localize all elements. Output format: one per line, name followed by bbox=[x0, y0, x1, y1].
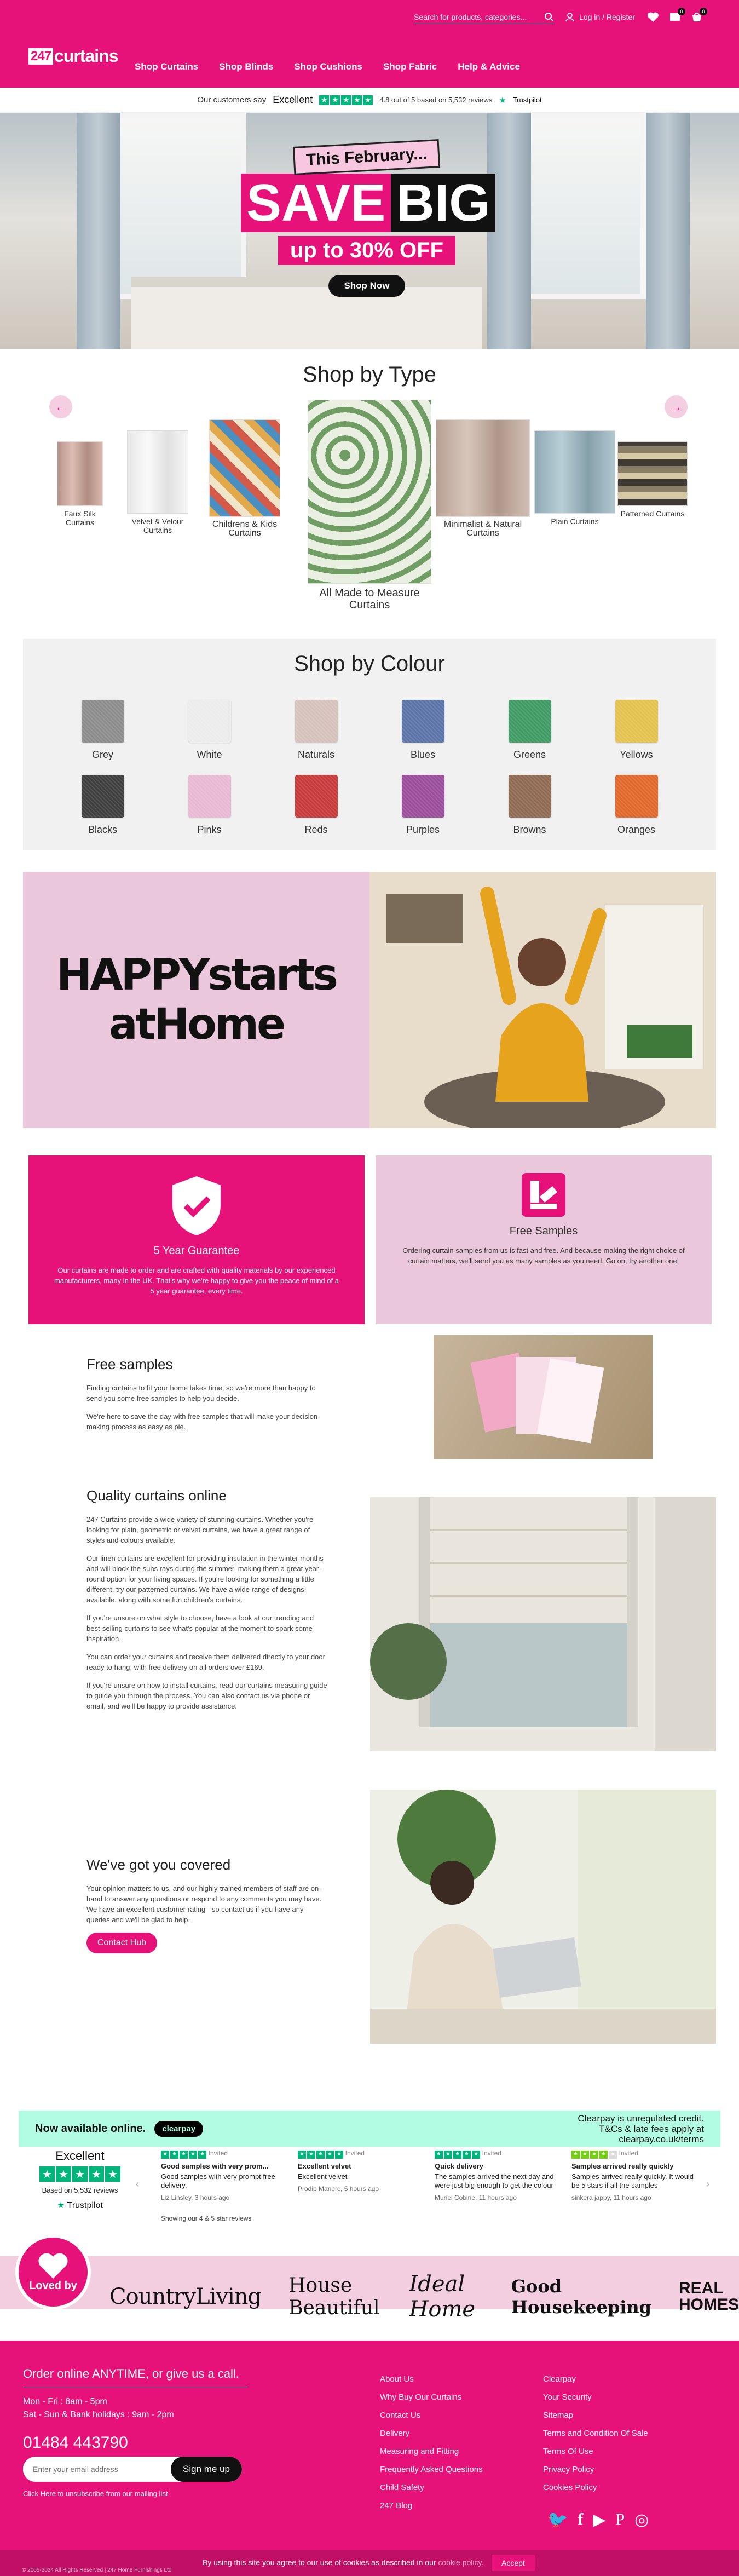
colour-swatch-label: Purples bbox=[406, 824, 440, 835]
free-samples-section bbox=[86, 1356, 327, 1440]
review-stars: ★ ★ ★ ★ ★ bbox=[298, 2150, 343, 2159]
woman-laptop-illustration bbox=[370, 1790, 716, 2044]
unsubscribe-link[interactable]: Click Here to unsubscribe from our mailing list bbox=[23, 2489, 168, 2498]
press-real-homes: REAL HOMES bbox=[679, 2279, 739, 2314]
happy-line-2: atHome bbox=[109, 1000, 284, 1049]
account-link[interactable] bbox=[565, 12, 635, 22]
free-samples-p2: We're here to save the day with free samples that will make your decision-making process as easy as pie. bbox=[86, 1412, 320, 1431]
colour-swatch-blacks[interactable] bbox=[49, 775, 156, 836]
reviews-brand-label: Trustpilot bbox=[67, 2201, 103, 2210]
type-image bbox=[57, 441, 103, 506]
quality-p3: If you're unsure on what style to choose, have a look at our trending and best-selling curtains to see what's popular at the moment to spark some inspiration. bbox=[86, 1614, 314, 1643]
clearpay-label: Now available online. bbox=[35, 2122, 146, 2135]
review-title: Excellent velvet bbox=[298, 2161, 351, 2170]
review-header bbox=[161, 2149, 285, 2159]
free-samples-box bbox=[376, 1155, 712, 1324]
shop-by-colour-section bbox=[23, 639, 716, 850]
review-meta: sinkera jappy, 11 hours ago bbox=[571, 2193, 651, 2201]
colour-swatch-browns[interactable] bbox=[476, 775, 583, 836]
trustpilot-reviews bbox=[19, 2147, 720, 2229]
quality-p4: You can order your curtains and receive them delivered directly to your door ready to hang, with free delivery on all orders over £169. bbox=[86, 1653, 325, 1671]
type-carousel bbox=[53, 400, 688, 619]
colour-swatch-image bbox=[509, 700, 551, 743]
colour-swatch-greens[interactable] bbox=[476, 700, 583, 761]
review-meta: Muriel Cobine, 11 hours ago bbox=[435, 2193, 517, 2201]
user-icon bbox=[565, 12, 575, 22]
colour-swatch-image bbox=[615, 775, 658, 818]
type-image bbox=[127, 430, 188, 514]
colour-swatch-image bbox=[509, 775, 551, 818]
happy-text-panel bbox=[23, 872, 370, 1128]
footer-link-privacy[interactable]: Privacy Policy bbox=[543, 2465, 594, 2474]
footer-phone[interactable]: 01484 443790 bbox=[23, 2434, 128, 2452]
type-card-faux-silk[interactable] bbox=[57, 441, 103, 527]
footer-link-about[interactable]: About Us bbox=[380, 2374, 414, 2384]
site-footer bbox=[0, 2341, 739, 2550]
colour-swatch-label: Grey bbox=[91, 749, 113, 760]
hero-window-right bbox=[526, 113, 646, 299]
clearpay-left bbox=[35, 2121, 203, 2137]
clearpay-note-2: T&Cs & late fees apply at bbox=[599, 2123, 704, 2134]
reviews-prev-icon[interactable]: ‹ bbox=[136, 2178, 139, 2189]
trustpilot-star-icon: ★ bbox=[499, 95, 506, 105]
footer-hours-weekend: Sat - Sun & Bank holidays : 9am - 2pm bbox=[23, 2410, 174, 2419]
contact-hub-button[interactable]: Contact Hub bbox=[86, 1933, 157, 1953]
colour-swatch-label: Naturals bbox=[297, 749, 335, 760]
logo-text: curtains bbox=[54, 46, 118, 66]
cookie-bar bbox=[0, 2550, 739, 2576]
review-card[interactable] bbox=[571, 2149, 695, 2202]
reviews-next-icon[interactable]: › bbox=[706, 2178, 709, 2189]
samples-icon[interactable] bbox=[668, 10, 682, 24]
hero-curtain-3 bbox=[646, 113, 690, 349]
colour-swatch-image bbox=[402, 700, 444, 743]
samples-photo bbox=[434, 1335, 653, 1459]
nav-shop-fabric[interactable]: Shop Fabric bbox=[383, 61, 437, 72]
loved-by-badge bbox=[15, 2234, 91, 2310]
colour-swatch-image bbox=[295, 775, 338, 818]
hero-shop-now-button[interactable]: Shop Now bbox=[328, 275, 405, 297]
footer-link-terms-sale[interactable]: Terms and Condition Of Sale bbox=[543, 2429, 648, 2438]
review-card[interactable] bbox=[435, 2149, 558, 2202]
review-title: Good samples with very prom... bbox=[161, 2161, 269, 2170]
hero-promo bbox=[241, 143, 493, 297]
header-icons bbox=[646, 10, 704, 24]
clearpay-logo: clearpay bbox=[154, 2121, 203, 2137]
colour-swatch-label: Blacks bbox=[88, 824, 117, 835]
type-image bbox=[534, 430, 615, 514]
instagram-icon[interactable]: ◎ bbox=[634, 2511, 649, 2529]
samples-count-badge: 0 bbox=[678, 8, 685, 15]
type-card-childrens[interactable] bbox=[209, 419, 280, 538]
cookie-policy-link[interactable]: cookie policy. bbox=[438, 2558, 484, 2567]
guarantee-title: 5 Year Guarantee bbox=[153, 1245, 240, 1257]
hero-big: BIG bbox=[391, 174, 495, 232]
colour-swatch-label: Yellows bbox=[620, 749, 653, 760]
trust-brand: Trustpilot bbox=[512, 96, 542, 104]
top-utility-bar bbox=[414, 10, 704, 24]
free-samples-heading: Free samples bbox=[86, 1356, 173, 1372]
covered-section bbox=[86, 1856, 327, 1953]
footer-link-measuring[interactable]: Measuring and Fitting bbox=[380, 2447, 459, 2456]
guarantee-text: Our curtains are made to order and are crafted with quality materials by our experienced manufacturers, many in the UK. That's why we're happy to give you the peace of mind of a 5 year guarantee, every time. bbox=[54, 1266, 339, 1295]
guarantee-box bbox=[28, 1155, 365, 1324]
footer-link-child-safety[interactable]: Child Safety bbox=[380, 2483, 424, 2492]
blind-photo bbox=[370, 1497, 716, 1751]
clearpay-terms-link[interactable]: clearpay.co.uk/terms bbox=[619, 2134, 704, 2144]
reviews-showing-note: Showing our 4 & 5 star reviews bbox=[161, 2215, 252, 2222]
search-bar[interactable] bbox=[414, 10, 554, 24]
cookie-text: By using this site you agree to our use of cookies as described in our bbox=[203, 2558, 436, 2567]
review-body: Samples arrived really quickly. It would be 5 stars if all the samples bbox=[571, 2172, 694, 2189]
samples-text: Ordering curtain samples from us is fast and free. And because making the right choice of curtain matters, we'll send you as many samples as you need. Go on, try another one! bbox=[402, 1246, 685, 1265]
footer-links-col-1 bbox=[380, 2370, 483, 2515]
type-image bbox=[308, 400, 431, 584]
type-card-made-to-measure[interactable] bbox=[308, 400, 431, 611]
review-body: The samples arrived the next day and were just big enough to get the colour bbox=[435, 2172, 554, 2189]
search-input[interactable] bbox=[414, 13, 534, 21]
nav-shop-curtains[interactable]: Shop Curtains bbox=[135, 61, 199, 72]
colour-swatch-label: White bbox=[197, 749, 222, 760]
logo-number: 247 bbox=[28, 48, 53, 65]
review-stars: ★ ★ ★ ★ ★ bbox=[571, 2150, 617, 2159]
colour-swatch-yellows[interactable] bbox=[583, 700, 690, 761]
type-image bbox=[617, 441, 688, 506]
cookie-accept-button[interactable]: Accept bbox=[492, 2555, 535, 2571]
site-header bbox=[0, 0, 739, 88]
newsletter-email-input[interactable] bbox=[23, 2457, 171, 2482]
reviews-summary-stars: ★ ★ ★ ★ ★ bbox=[39, 2166, 120, 2182]
type-label: Patterned Curtains bbox=[620, 509, 685, 518]
press-ideal-home: Ideal Home bbox=[409, 2272, 476, 2322]
loved-by-strip bbox=[0, 2256, 739, 2322]
footer-link-contact[interactable]: Contact Us bbox=[380, 2411, 421, 2420]
quality-p5: If you're unsure on how to install curtains, read our curtains measuring guide to guide you through the process. You can also contact us via phone or email, and we'll be happy to provide assistance. bbox=[86, 1681, 327, 1710]
footer-link-terms-use[interactable]: Terms Of Use bbox=[543, 2447, 593, 2456]
colour-swatch-image bbox=[82, 775, 124, 818]
footer-link-clearpay[interactable]: Clearpay bbox=[543, 2374, 576, 2384]
footer-link-faq[interactable]: Frequently Asked Questions bbox=[380, 2465, 483, 2474]
colour-swatch-label: Browns bbox=[513, 824, 546, 835]
shop-by-type-title: Shop by Type bbox=[303, 363, 436, 387]
review-invited: Invited bbox=[208, 2149, 228, 2157]
reviews-rating-word: Excellent bbox=[55, 2149, 105, 2163]
type-image bbox=[209, 419, 280, 517]
press-country-living: CountryLiving bbox=[109, 2284, 262, 2309]
pinterest-icon[interactable]: P bbox=[615, 2510, 625, 2528]
type-label: All Made to Measure Curtains bbox=[319, 587, 420, 611]
review-invited: Invited bbox=[482, 2149, 501, 2157]
press-good-housekeeping: Good Housekeeping bbox=[511, 2276, 651, 2318]
review-meta: Prodip Manerc, 5 hours ago bbox=[298, 2184, 379, 2193]
colour-swatch-grey[interactable] bbox=[49, 700, 156, 761]
review-body: Good samples with very prompt free delivery. bbox=[161, 2172, 275, 2189]
samples-title: Free Samples bbox=[509, 1225, 578, 1237]
footer-link-security[interactable]: Your Security bbox=[543, 2393, 592, 2402]
footer-heading: Order online ANYTIME, or give us a call. bbox=[23, 2367, 239, 2381]
covered-heading: We've got you covered bbox=[86, 1856, 231, 1873]
main-nav bbox=[135, 61, 520, 72]
swatch-icon bbox=[521, 1172, 567, 1218]
clearpay-notice bbox=[578, 2113, 704, 2144]
type-label: Faux Silk Curtains bbox=[64, 509, 96, 527]
copyright: © 2005-2024 All Rights Reserved | 247 Home Furnishings Ltd bbox=[22, 2567, 172, 2573]
footer-hours-weekday: Mon - Fri : 8am - 5pm bbox=[23, 2397, 107, 2406]
nav-help-advice[interactable]: Help & Advice bbox=[458, 61, 520, 72]
colour-swatch-naturals[interactable] bbox=[263, 700, 370, 761]
footer-link-delivery[interactable]: Delivery bbox=[380, 2429, 410, 2438]
fabric-samples-illustration bbox=[434, 1335, 653, 1459]
review-header bbox=[571, 2149, 695, 2159]
review-title: Quick delivery bbox=[435, 2161, 483, 2170]
quality-p1: 247 Curtains provide a wide variety of stunning curtains. Whether you're looking for plain, geometric or velvet curtains, we have a great range of styles and colours available. bbox=[86, 1515, 314, 1544]
type-card-plain[interactable] bbox=[534, 430, 615, 526]
trust-intro: Our customers say bbox=[197, 95, 267, 105]
colour-swatch-image bbox=[82, 700, 124, 743]
nav-shop-cushions[interactable]: Shop Cushions bbox=[294, 61, 363, 72]
reviews-brand bbox=[31, 2200, 129, 2211]
colour-swatch-purples[interactable] bbox=[370, 775, 476, 836]
arrow-right-icon: → bbox=[670, 400, 682, 413]
press-house-beautiful: House Beautiful bbox=[288, 2274, 380, 2319]
trustpilot-star-icon: ★ bbox=[57, 2201, 65, 2210]
hero-offer: up to 30% OFF bbox=[278, 236, 455, 265]
account-label: Log in / Register bbox=[579, 13, 635, 21]
type-label: Childrens & Kids Curtains bbox=[212, 520, 278, 538]
heart-icon bbox=[38, 2252, 68, 2280]
twitter-icon[interactable]: 🐦 bbox=[547, 2511, 568, 2529]
trust-rating-word: Excellent bbox=[273, 94, 313, 105]
type-card-minimalist[interactable] bbox=[436, 419, 530, 538]
covered-text: Your opinion matters to us, and our highly-trained members of staff are on-hand to answer any questions or respond to any comments you may have. We have an excellent customer rating - so contact us if you have any queries and we'll be glad to help. bbox=[86, 1884, 322, 1924]
quality-p2: Our linen curtains are excellent for providing insulation in the winter months and will block the suns rays during the summer, making them a great year-round option for your living spaces. If you're looking for something a little different, try our patterned curtains. We have a wide range of designs available, along with some fun children's curtains. bbox=[86, 1554, 324, 1604]
review-invited: Invited bbox=[619, 2149, 638, 2157]
quality-section bbox=[86, 1487, 327, 1719]
footer-link-why-buy[interactable]: Why Buy Our Curtains bbox=[380, 2393, 462, 2402]
type-label: Velvet & Velour Curtains bbox=[131, 517, 184, 534]
type-image bbox=[436, 419, 530, 517]
social-links bbox=[547, 2510, 649, 2529]
footer-hours bbox=[23, 2395, 174, 2422]
happy-line-1: HAPPYstarts bbox=[56, 951, 336, 1000]
happy-photo bbox=[370, 872, 716, 1128]
reviews-summary bbox=[31, 2149, 129, 2211]
review-title: Samples arrived really quickly bbox=[571, 2161, 674, 2170]
newsletter-form bbox=[23, 2457, 242, 2482]
review-body: Excellent velvet bbox=[298, 2172, 348, 2181]
footer-link-blog[interactable]: 247 Blog bbox=[380, 2501, 413, 2510]
colour-swatch-label: Oranges bbox=[617, 824, 656, 835]
roman-blind-illustration bbox=[370, 1497, 716, 1751]
colour-swatch-image bbox=[188, 775, 231, 818]
review-meta: Liz Linsley, 3 hours ago bbox=[161, 2193, 230, 2201]
hero-curtain-1 bbox=[77, 113, 120, 349]
colour-swatch-image bbox=[402, 775, 444, 818]
basket-icon[interactable] bbox=[690, 10, 704, 24]
shop-by-type-section bbox=[0, 350, 739, 624]
youtube-icon[interactable]: ▶ bbox=[593, 2511, 606, 2529]
hero-window-left bbox=[115, 113, 246, 299]
colour-swatch-label: Greens bbox=[513, 749, 546, 760]
colour-swatch-label: Pinks bbox=[197, 824, 222, 835]
review-invited: Invited bbox=[345, 2149, 365, 2157]
type-label: Minimalist & Natural Curtains bbox=[443, 520, 522, 538]
press-logos bbox=[109, 2272, 739, 2322]
newsletter-signup-button[interactable]: Sign me up bbox=[171, 2457, 242, 2482]
arrow-left-icon: ← bbox=[55, 400, 67, 413]
loved-by-label: Loved by bbox=[29, 2279, 77, 2292]
colour-swatch-image bbox=[188, 700, 231, 743]
reviews-based-on[interactable]: Based on 5,532 reviews bbox=[42, 2186, 118, 2194]
colour-swatch-white[interactable] bbox=[156, 700, 263, 761]
wishlist-icon[interactable] bbox=[646, 10, 660, 24]
cookie-message bbox=[203, 2558, 483, 2567]
review-card[interactable] bbox=[298, 2149, 422, 2193]
laptop-photo bbox=[370, 1790, 716, 2044]
quality-heading: Quality curtains online bbox=[86, 1487, 227, 1504]
happy-woman-illustration bbox=[370, 872, 716, 1128]
hero-save: SAVE bbox=[241, 174, 391, 232]
colour-swatch-image bbox=[295, 700, 338, 743]
facebook-icon[interactable]: f bbox=[578, 2510, 584, 2528]
shield-check-icon bbox=[169, 1174, 224, 1238]
review-header bbox=[435, 2149, 558, 2159]
type-label: Plain Curtains bbox=[551, 517, 599, 526]
colour-swatch-blues[interactable] bbox=[370, 700, 476, 761]
type-card-patterned[interactable] bbox=[617, 441, 688, 518]
footer-link-cookies[interactable]: Cookies Policy bbox=[543, 2483, 597, 2492]
colour-swatch-label: Blues bbox=[410, 749, 436, 760]
review-stars: ★ ★ ★ ★ ★ bbox=[161, 2150, 206, 2159]
trust-stars: ★ ★ ★ ★ ★ bbox=[319, 95, 373, 105]
nav-shop-blinds[interactable]: Shop Blinds bbox=[219, 61, 274, 72]
colour-grid bbox=[49, 700, 690, 836]
footer-link-sitemap[interactable]: Sitemap bbox=[543, 2411, 574, 2420]
hero-save-big bbox=[241, 176, 495, 231]
happy-banner bbox=[23, 872, 716, 1128]
review-stars: ★ ★ ★ ★ ★ bbox=[435, 2150, 480, 2159]
shop-by-colour-title: Shop by Colour bbox=[294, 652, 445, 676]
trust-rating-text: 4.8 out of 5 based on 5,532 reviews bbox=[379, 96, 493, 104]
trustpilot-bar[interactable] bbox=[0, 88, 739, 113]
type-card-velvet[interactable] bbox=[127, 430, 188, 534]
colour-swatch-label: Reds bbox=[304, 824, 328, 835]
basket-count-badge: 0 bbox=[700, 8, 707, 15]
colour-swatch-image bbox=[615, 700, 658, 743]
search-icon[interactable] bbox=[544, 12, 554, 22]
clearpay-banner bbox=[19, 2111, 720, 2147]
review-card[interactable] bbox=[161, 2149, 285, 2202]
colour-swatch-reds[interactable] bbox=[263, 775, 370, 836]
site-logo[interactable] bbox=[28, 46, 118, 66]
footer-links-col-2 bbox=[543, 2370, 648, 2497]
colour-swatch-oranges[interactable] bbox=[583, 775, 690, 836]
colour-swatch-pinks[interactable] bbox=[156, 775, 263, 836]
hero-banner[interactable] bbox=[0, 113, 739, 349]
hero-tagline: This February... bbox=[293, 139, 441, 175]
clearpay-note-1: Clearpay is unregulated credit. bbox=[578, 2113, 704, 2124]
free-samples-p1: Finding curtains to fit your home takes time, so we're more than happy to send you some free samples to help you decide. bbox=[86, 1384, 316, 1402]
review-header bbox=[298, 2149, 422, 2159]
